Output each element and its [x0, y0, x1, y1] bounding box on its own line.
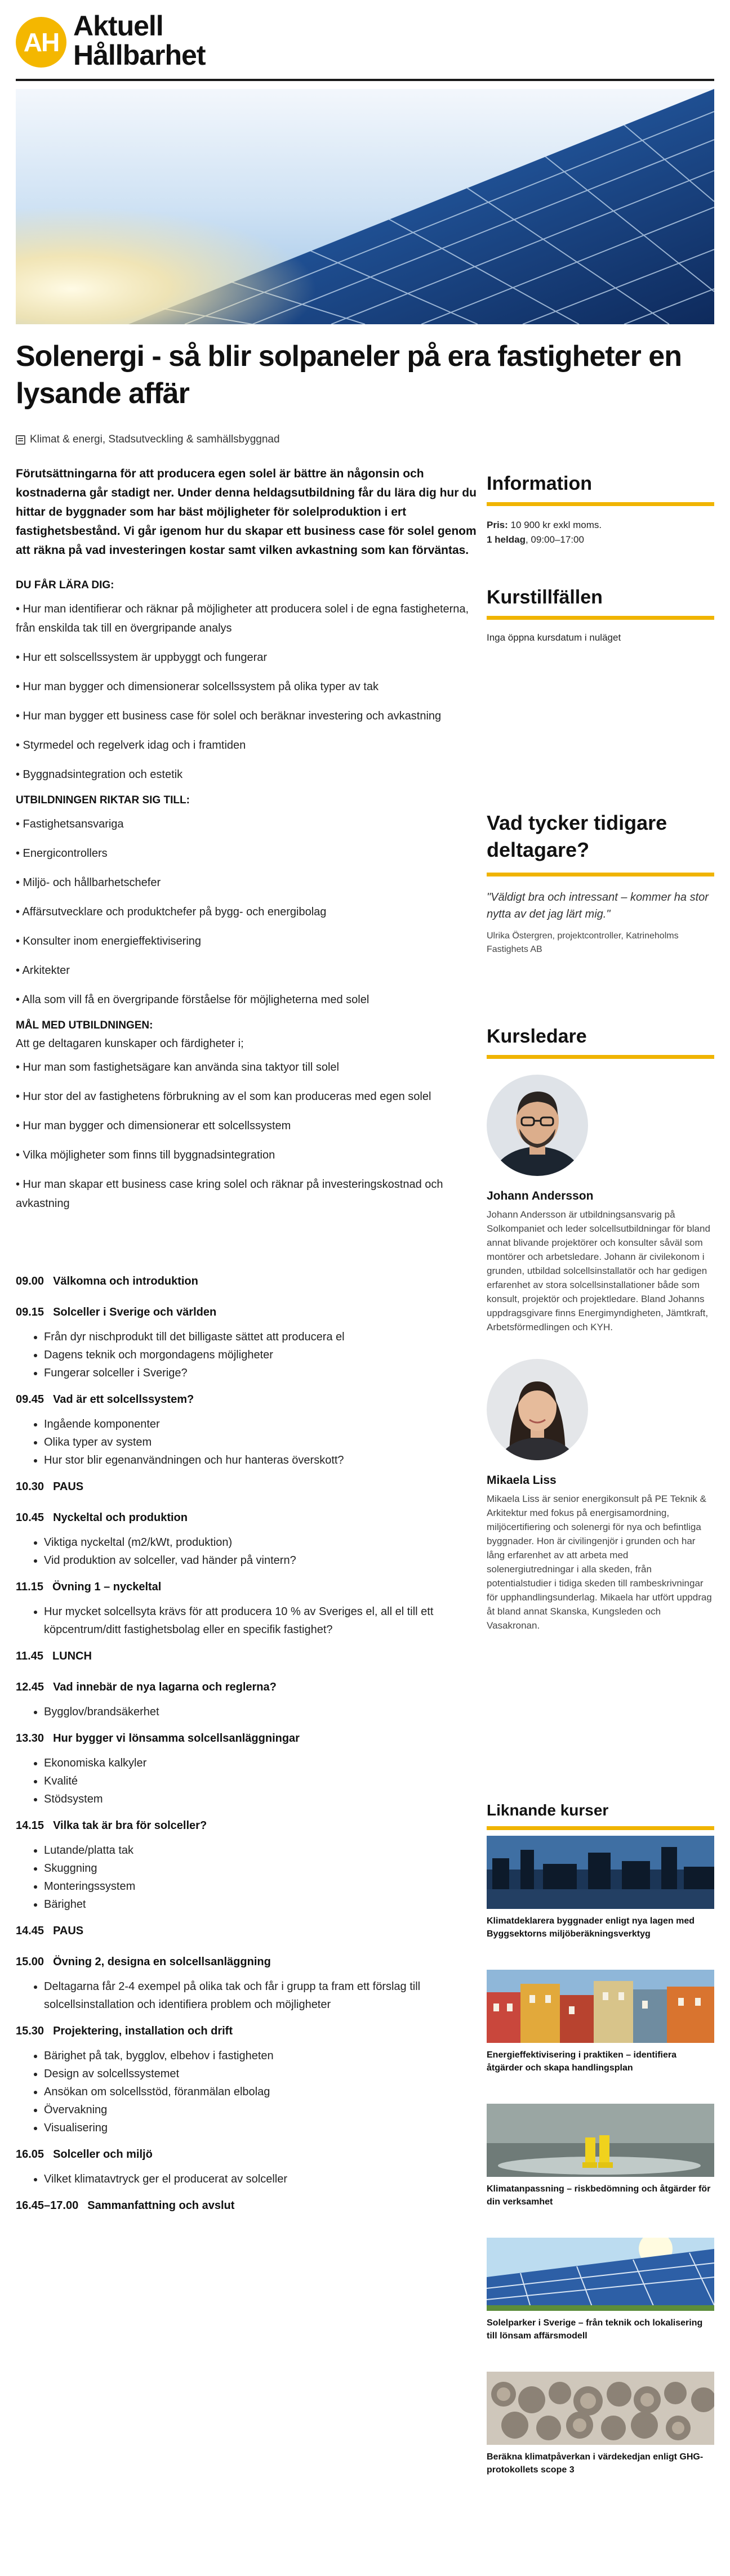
- agenda-time: 16.45–17.00: [16, 2199, 79, 2212]
- agenda-heading: [16, 1511, 478, 1524]
- testimonials-panel: [487, 810, 714, 956]
- similar-course-card[interactable]: [487, 1970, 714, 2074]
- agenda-time: 10.45: [16, 1511, 44, 1524]
- agenda-heading: [16, 1275, 478, 1288]
- list-item: • Byggnadsintegration och estetik: [16, 768, 183, 781]
- agenda-time: 11.15: [16, 1581, 43, 1593]
- info-panel: [487, 472, 714, 547]
- agenda-time: 12.45: [16, 1681, 44, 1693]
- similar-course-title[interactable]: Energieffektivisering i praktiken – identifiera åtgärder och skapa handlingsplan: [487, 2050, 676, 2073]
- agenda-item: [16, 1650, 478, 1663]
- agenda-subitem: • Hur stor blir egenanvändningen och hur hanteras överskott?: [44, 1451, 478, 1469]
- list-item: • Hur man bygger och dimensionerar solcellssystem på olika typer av tak: [16, 681, 379, 693]
- logo-badge[interactable]: AH: [16, 17, 66, 68]
- sessions-accent-bar: [487, 616, 714, 620]
- list-item: • Hur man identifierar och räknar på möjligheter att producera solel i de egna fastigheterna, från enskilda tak till en övergripande analys: [16, 603, 469, 634]
- list-item: • Energicontrollers: [16, 847, 108, 860]
- agenda-title: Övning 1 – nyckeltal: [52, 1581, 162, 1593]
- agenda-time: 15.00: [16, 1956, 44, 1968]
- avatar: [487, 1075, 588, 1176]
- avatar-mikaela-image: [487, 1359, 588, 1460]
- header-divider: [16, 79, 714, 81]
- agenda-heading: [16, 1681, 478, 1694]
- course-description: [16, 464, 478, 2230]
- list-item: • Affärsutvecklare och produktchefer på bygg- och energibolag: [16, 906, 327, 918]
- agenda-sublist: [16, 1754, 478, 1808]
- similar-course-card[interactable]: [487, 2372, 714, 2476]
- agenda-heading: [16, 1393, 478, 1406]
- agenda-item: [16, 1393, 478, 1469]
- list-item: • Hur man som fastighetsägare kan använda sina taktyor till solel: [16, 1061, 339, 1074]
- agenda-heading: [16, 1650, 478, 1663]
- list-item: • Hur ett solscellssystem är uppbyggt och fungerar: [16, 651, 268, 664]
- similar-course-card[interactable]: [487, 1836, 714, 1940]
- testimonials-heading: Vad tycker tidigare deltagare?: [487, 811, 667, 861]
- agenda-title: Välkomna och introduktion: [53, 1275, 198, 1287]
- agenda-sublist: [16, 1328, 478, 1382]
- sessions-panel: [487, 585, 714, 645]
- agenda-subitem: • Bygglov/brandsäkerhet: [44, 1703, 478, 1721]
- agenda-subitem: • Vilket klimatavtryck ger el producerat av solceller: [44, 2170, 478, 2188]
- similar-course-title[interactable]: Klimatdeklarera byggnader enligt nya lagen med Byggsektorns miljöberäkningsverktyg: [487, 1916, 695, 1939]
- agenda-subitem: • Design av solcellssystemet: [44, 2065, 478, 2083]
- similar-list: [487, 1836, 714, 2476]
- similar-course-image[interactable]: [487, 2104, 714, 2177]
- list-item: • Hur man bygger ett business case för solel och beräknar investering och avkastning: [16, 710, 442, 722]
- agenda-item: [16, 1819, 478, 1913]
- agenda-heading: [16, 2199, 478, 2212]
- learn-heading: DU FÅR LÄRA DIG:: [16, 579, 114, 591]
- price-label: Pris:: [487, 520, 508, 530]
- agenda-subitem: • Dagens teknik och morgondagens möjligheter: [44, 1346, 478, 1364]
- folder-icon: [16, 435, 25, 445]
- agenda-title: Projektering, installation och drift: [53, 2025, 233, 2037]
- agenda-time: 13.30: [16, 1732, 44, 1745]
- agenda-sublist: [16, 1841, 478, 1913]
- agenda-item: [16, 1511, 478, 1569]
- teacher-bio: Johann Andersson är utbildningsansvarig på Solkompaniet och leder solcellsutbildningar för bland annat blivande projektörer och konsulter såväl som montörer och arbetsledare. Johann är civilekonom i grunden, utbildad solcellsinstallatör och har gedigen erfarenhet av stora solcellsinstallationer både som konsult, projektör och projektledare. Bland Johanns uppdragsgivare finns Energimyndigheten, Jämtkraft, Arbetsförmedlingen och KYH.: [487, 1209, 710, 1332]
- agenda-subitem: • Bärighet på tak, bygglov, elbehov i fastigheten: [44, 2047, 478, 2065]
- list-item: • Vilka möjligheter som finns till byggnadsintegration: [16, 1149, 275, 1161]
- similar-course-illustration: [487, 2372, 714, 2445]
- duration-label: 1 heldag: [487, 534, 526, 545]
- goals-heading: MÅL MED UTBILDNINGEN:: [16, 1019, 153, 1031]
- site-header: [0, 0, 730, 79]
- agenda-title: PAUS: [53, 1481, 84, 1493]
- list-item: • Hur man bygger och dimensionerar ett solcellssystem: [16, 1120, 291, 1132]
- agenda-subitem: • Ingående komponenter: [44, 1415, 478, 1433]
- agenda-heading: [16, 1732, 478, 1745]
- agenda-subitem: • Ekonomiska kalkyler: [44, 1754, 478, 1772]
- list-item: • Hur man skapar ett business case kring solel och räknar på investeringskostnad och avkastning: [16, 1178, 443, 1210]
- agenda-time: 11.45: [16, 1650, 43, 1662]
- logo-line-1: Aktuell: [73, 10, 163, 42]
- agenda-heading: [16, 1925, 478, 1938]
- agenda-sublist: [16, 2047, 478, 2137]
- logo-line-2: Hållbarhet: [73, 39, 206, 71]
- similar-course-title[interactable]: Beräkna klimatpåverkan i värdekedjan enligt GHG-protokollets scope 3: [487, 2452, 704, 2475]
- teachers-panel: [487, 1025, 714, 1633]
- agenda-sublist: [16, 2170, 478, 2188]
- teachers-accent-bar: [487, 1055, 714, 1059]
- similar-course-title[interactable]: Solelparker i Sverige – från teknik och lokalisering till lönsam affärsmodell: [487, 2318, 703, 2341]
- list-item: • Fastighetsansvariga: [16, 818, 124, 830]
- logo-wordmark[interactable]: [73, 11, 206, 70]
- agenda-time: 09.45: [16, 1393, 44, 1406]
- agenda-heading: [16, 1481, 478, 1493]
- agenda-item: [16, 2199, 478, 2212]
- agenda-item: [16, 1956, 478, 2014]
- similar-accent-bar: [487, 1826, 714, 1830]
- similar-course-illustration: [487, 2238, 714, 2311]
- agenda-time: 10.30: [16, 1481, 44, 1493]
- agenda-time: 09.15: [16, 1306, 44, 1318]
- list-item: • Konsulter inom energieffektivisering: [16, 935, 202, 947]
- agenda-heading: [16, 1306, 478, 1319]
- agenda-item: [16, 2148, 478, 2188]
- similar-course-image[interactable]: [487, 2238, 714, 2311]
- agenda-title: Nyckeltal och produktion: [53, 1511, 188, 1524]
- testimonial-quote: "Väldigt bra och intressant – kommer ha stor nytta av det jag lärt mig.": [487, 891, 709, 920]
- similar-heading: Liknande kurser: [487, 1801, 609, 1819]
- agenda-subitem: • Övervakning: [44, 2101, 478, 2119]
- teachers-heading: Kursledare: [487, 1026, 587, 1047]
- solar-panel-illustration: [16, 89, 714, 324]
- goals-list: [16, 1058, 478, 1213]
- agenda-subitem: • Monteringssystem: [44, 1877, 478, 1895]
- similar-course-illustration: [487, 1836, 714, 1909]
- agenda-subitem: • Stödsystem: [44, 1790, 478, 1808]
- info-accent-bar: [487, 502, 714, 506]
- teacher-name: Mikaela Liss: [487, 1474, 557, 1487]
- agenda-heading: [16, 1956, 478, 1969]
- agenda-heading: [16, 1581, 478, 1594]
- agenda: [16, 1275, 478, 2212]
- page-title: Solenergi - så blir solpaneler på era fastigheter en lysande affär: [16, 340, 682, 410]
- agenda-subitem: • Kvalité: [44, 1772, 478, 1790]
- agenda-time: 14.45: [16, 1925, 44, 1937]
- agenda-item: [16, 1925, 478, 1938]
- agenda-item: [16, 2025, 478, 2137]
- learn-list: [16, 600, 478, 784]
- similar-course-image[interactable]: [487, 1836, 714, 1909]
- agenda-title: Vad innebär de nya lagarna och reglerna?: [53, 1681, 277, 1693]
- agenda-title: Sammanfattning och avslut: [87, 2199, 235, 2212]
- list-item: • Hur stor del av fastighetens förbrukning av el som kan produceras med egen solel: [16, 1090, 431, 1103]
- similar-course-title[interactable]: Klimatanpassning – riskbedömning och åtgärder för din verksamhet: [487, 2184, 711, 2207]
- agenda-time: 15.30: [16, 2025, 44, 2037]
- teacher-bio: Mikaela Liss är senior energikonsult på PE Teknik & Arkitektur med fokus på energisamordning, miljöcertifiering och solenergi för nya och befintliga byggnader. Hon är civilingenjör i grunden och har lång erfarenhet av att arbeta med solenergiutredningar i alla skeden, från potentialstudier i tidiga skeden till rambeskrivningar för upphandlingsunderlag. Mikaela har utfört uppdrag åt bland annat Skanska, Kungsleden och Vasakronan.: [487, 1493, 712, 1631]
- goals-intro: Att ge deltagaren kunskaper och färdigheter i;: [16, 1037, 244, 1050]
- agenda-title: Övning 2, designa en solcellsanläggning: [53, 1956, 271, 1968]
- agenda-item: [16, 1681, 478, 1721]
- agenda-subitem: • Fungerar solceller i Sverige?: [44, 1364, 478, 1382]
- agenda-title: Hur bygger vi lönsamma solcellsanläggningar: [53, 1732, 300, 1745]
- agenda-sublist: [16, 1533, 478, 1569]
- similar-course-illustration: [487, 1970, 714, 2043]
- agenda-title: Vad är ett solcellssystem?: [53, 1393, 194, 1406]
- similar-courses-panel: [487, 1801, 714, 2476]
- agenda-title: Solceller och miljö: [53, 2148, 153, 2161]
- agenda-subitem: • Lutande/platta tak: [44, 1841, 478, 1859]
- agenda-heading: [16, 2025, 478, 2038]
- agenda-title: LUNCH: [52, 1650, 92, 1662]
- agenda-item: [16, 1581, 478, 1639]
- agenda-subitem: • Hur mycket solcellsyta krävs för att producera 10 % av Sveriges el, all el till ett köpcentrum/ditt fastighetsbolag eller en specifik fastighet?: [44, 1603, 478, 1639]
- agenda-title: Solceller i Sverige och världen: [53, 1306, 217, 1318]
- agenda-heading: [16, 1819, 478, 1832]
- agenda-time: 09.00: [16, 1275, 44, 1287]
- agenda-item: [16, 1732, 478, 1808]
- list-item: • Alla som vill få en övergripande förståelse för möjligheterna med solel: [16, 994, 370, 1006]
- agenda-sublist: [16, 1703, 478, 1721]
- agenda-sublist: [16, 1415, 478, 1469]
- agenda-subitem: • Visualisering: [44, 2119, 478, 2137]
- teacher-name: Johann Andersson: [487, 1189, 594, 1202]
- agenda-item: [16, 1275, 478, 1288]
- agenda-subitem: • Viktiga nyckeltal (m2/kWt, produktion): [44, 1533, 478, 1551]
- avatar: [487, 1359, 588, 1460]
- duration-line: [487, 533, 714, 547]
- audience-list: [16, 815, 478, 1009]
- agenda-sublist: [16, 1603, 478, 1639]
- agenda-subitem: • Vid produktion av solceller, vad händer på vintern?: [44, 1551, 478, 1569]
- list-item: • Arkitekter: [16, 964, 70, 977]
- info-heading: Information: [487, 473, 592, 494]
- category-links[interactable]: Klimat & energi, Stadsutveckling & samhällsbyggnad: [30, 433, 280, 445]
- agenda-subitem: • Deltagarna får 2-4 exempel på olika tak och får i grupp ta fram ett förslag till solcellsinstallation och identifiera problem och möjligheter: [44, 1978, 478, 2014]
- agenda-item: [16, 1481, 478, 1493]
- agenda-time: 16.05: [16, 2148, 44, 2161]
- similar-course-card[interactable]: [487, 2104, 714, 2208]
- similar-course-image[interactable]: [487, 2372, 714, 2445]
- agenda-time: 14.15: [16, 1819, 44, 1832]
- lead-paragraph: Förutsättningarna för att producera egen solel är bättre än någonsin och kostnaderna går stadigt ner. Under denna heldagsutbildning får du lära dig hur du hittar de byggnader som har bäst möjligheter för solelproduktion i ert fastighetsbestånd. Vi går igenom hur du skapar ett business case för solel genom att räkna på vad investeringen kostar samt vilken avkastning som kan förväntas.: [16, 467, 477, 557]
- agenda-sublist: [16, 1978, 478, 2014]
- testimonial-author: Ulrika Östergren, projektcontroller, Katrineholms Fastighets AB: [487, 931, 679, 954]
- similar-course-illustration: [487, 2104, 714, 2177]
- agenda-subitem: • Olika typer av system: [44, 1433, 478, 1451]
- agenda-heading: [16, 2148, 478, 2161]
- list-item: • Styrmedel och regelverk idag och i framtiden: [16, 739, 246, 752]
- duration-value: , 09:00–17:00: [525, 534, 584, 545]
- sessions-heading: Kurstillfällen: [487, 587, 603, 608]
- similar-course-image[interactable]: [487, 1970, 714, 2043]
- agenda-item: [16, 1306, 478, 1382]
- price-value: 10 900 kr exkl moms.: [508, 520, 602, 530]
- agenda-title: Vilka tak är bra för solceller?: [53, 1819, 207, 1832]
- avatar-johann-image: [487, 1075, 588, 1176]
- list-item: • Miljö- och hållbarhetschefer: [16, 876, 161, 889]
- testimonials-accent-bar: [487, 873, 714, 876]
- similar-course-card[interactable]: [487, 2238, 714, 2342]
- audience-heading: UTBILDNINGEN RIKTAR SIG TILL:: [16, 794, 190, 806]
- agenda-subitem: • Skuggning: [44, 1859, 478, 1877]
- price-line: [487, 518, 714, 532]
- sessions-empty-text: Inga öppna kursdatum i nuläget: [487, 632, 621, 643]
- category-line: [16, 433, 280, 446]
- agenda-subitem: • Från dyr nischprodukt till det billigaste sättet att producera el: [44, 1328, 478, 1346]
- agenda-title: PAUS: [53, 1925, 84, 1937]
- agenda-subitem: • Bärighet: [44, 1895, 478, 1913]
- agenda-subitem: • Ansökan om solcellsstöd, föranmälan elbolag: [44, 2083, 478, 2101]
- hero-image-solar-panels: [16, 89, 714, 324]
